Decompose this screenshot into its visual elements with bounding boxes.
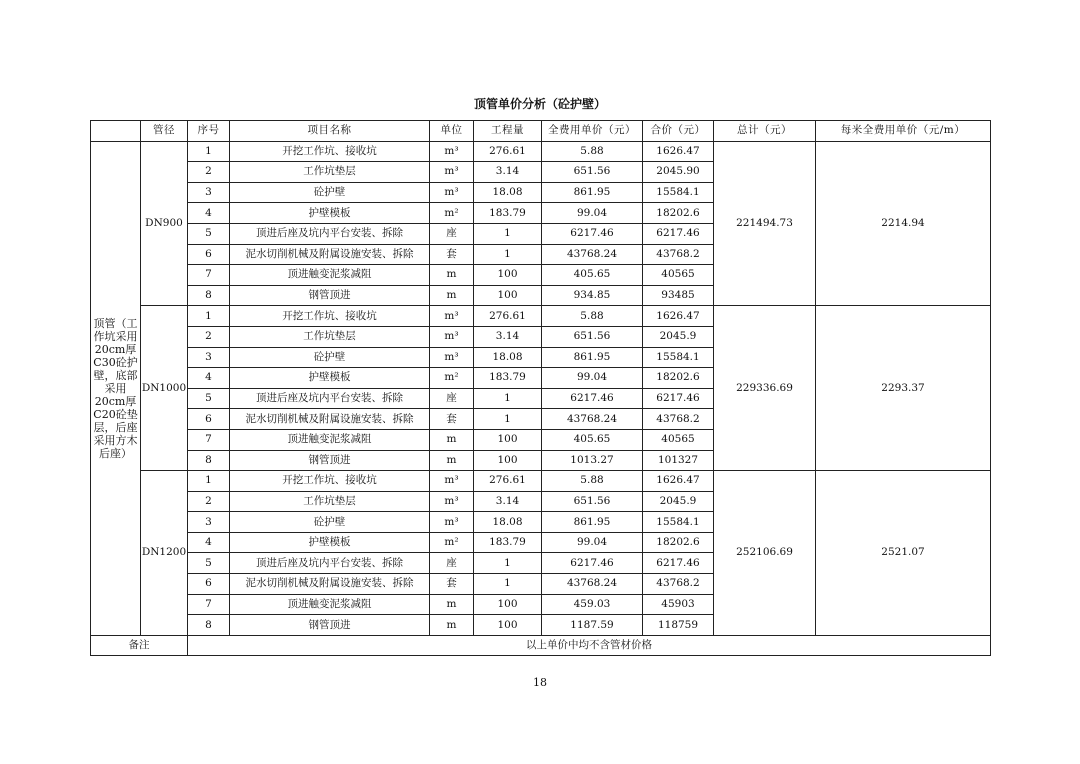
unit: m³: [430, 306, 474, 327]
subtotal: 18202.6: [643, 203, 714, 224]
header-row: [91, 121, 991, 142]
page-number: 18: [533, 676, 547, 689]
quantity: 100: [474, 285, 542, 306]
item-name: 开挖工作坑、接收坑: [230, 471, 430, 492]
unit-price: 6217.46: [542, 553, 643, 574]
per-meter-price: 2521.07: [816, 471, 991, 636]
row-number: 5: [188, 223, 230, 244]
pipe-diameter: DN1200: [141, 471, 188, 636]
item-name: 砼护壁: [230, 347, 430, 368]
unit-price: 651.56: [542, 162, 643, 183]
row-number: 3: [188, 512, 230, 533]
unit: 套: [430, 244, 474, 265]
note-row: [91, 635, 991, 655]
subtotal: 1626.47: [643, 306, 714, 327]
item-name: 顶进触变泥浆减阻: [230, 429, 430, 450]
item-name: 泥水切削机械及附属设施安装、拆除: [230, 244, 430, 265]
unit-price: 934.85: [542, 285, 643, 306]
unit-price: 651.56: [542, 326, 643, 347]
row-number: 5: [188, 553, 230, 574]
row-number: 1: [188, 306, 230, 327]
unit-price: 861.95: [542, 182, 643, 203]
unit-price: 99.04: [542, 203, 643, 224]
header-cell: 项目名称: [230, 121, 430, 142]
unit-price: 43768.24: [542, 244, 643, 265]
header-cell: 工程量: [474, 121, 542, 142]
subtotal: 2045.9: [643, 326, 714, 347]
subtotal: 15584.1: [643, 182, 714, 203]
unit: m³: [430, 471, 474, 492]
subtotal: 6217.46: [643, 223, 714, 244]
header-cell: 全费用单价（元）: [542, 121, 643, 142]
header-cell: 序号: [188, 121, 230, 142]
pipe-diameter: DN900: [141, 141, 188, 306]
unit: m²: [430, 532, 474, 553]
item-name: 顶进后座及坑内平台安装、拆除: [230, 553, 430, 574]
group-total: 221494.73: [714, 141, 816, 306]
quantity: 100: [474, 615, 542, 636]
unit: m³: [430, 141, 474, 162]
header-cell: 管径: [141, 121, 188, 142]
subtotal: 45903: [643, 594, 714, 615]
quantity: 1: [474, 223, 542, 244]
item-name: 工作坑垫层: [230, 162, 430, 183]
unit: 座: [430, 388, 474, 409]
category-label: 顶管（工作坑采用20cm厚C30砼护壁，底部采用20cm厚C20砼垫层，后座采用方木后座）: [91, 141, 141, 635]
unit-price: 5.88: [542, 306, 643, 327]
row-number: 6: [188, 244, 230, 265]
subtotal: 18202.6: [643, 368, 714, 389]
subtotal: 6217.46: [643, 553, 714, 574]
table-title: 顶管单价分析（砼护壁）: [473, 97, 606, 111]
quantity: 1: [474, 553, 542, 574]
quantity: 1: [474, 574, 542, 595]
item-name: 工作坑垫层: [230, 326, 430, 347]
subtotal: 40565: [643, 265, 714, 286]
subtotal: 43768.2: [643, 244, 714, 265]
unit-price: 99.04: [542, 368, 643, 389]
unit: m: [430, 429, 474, 450]
note-label: 备注: [91, 635, 188, 655]
subtotal: 18202.6: [643, 532, 714, 553]
item-name: 顶进后座及坑内平台安装、拆除: [230, 223, 430, 244]
row-number: 2: [188, 162, 230, 183]
header-blank: [91, 121, 141, 142]
row-number: 4: [188, 532, 230, 553]
unit-price: 5.88: [542, 471, 643, 492]
row-number: 8: [188, 450, 230, 471]
table-row: [91, 471, 991, 492]
unit-price: 99.04: [542, 532, 643, 553]
subtotal: 15584.1: [643, 347, 714, 368]
quantity: 276.61: [474, 141, 542, 162]
unit: m: [430, 265, 474, 286]
pipe-diameter: DN1000: [141, 306, 188, 471]
unit-price: 6217.46: [542, 223, 643, 244]
unit-price: 1187.59: [542, 615, 643, 636]
quantity: 18.08: [474, 182, 542, 203]
row-number: 2: [188, 491, 230, 512]
unit: m³: [430, 347, 474, 368]
group-total: 229336.69: [714, 306, 816, 471]
quantity: 1: [474, 244, 542, 265]
subtotal: 6217.46: [643, 388, 714, 409]
unit: m: [430, 285, 474, 306]
header-cell: 单位: [430, 121, 474, 142]
row-number: 1: [188, 471, 230, 492]
item-name: 顶进触变泥浆减阻: [230, 594, 430, 615]
quantity: 100: [474, 429, 542, 450]
unit-price: 861.95: [542, 512, 643, 533]
item-name: 泥水切削机械及附属设施安装、拆除: [230, 409, 430, 430]
subtotal: 43768.2: [643, 574, 714, 595]
unit: m: [430, 615, 474, 636]
subtotal: 2045.9: [643, 491, 714, 512]
row-number: 3: [188, 182, 230, 203]
unit: m³: [430, 512, 474, 533]
unit-price: 43768.24: [542, 574, 643, 595]
unit: 座: [430, 553, 474, 574]
unit: m³: [430, 491, 474, 512]
quantity: 18.08: [474, 347, 542, 368]
item-name: 顶进后座及坑内平台安装、拆除: [230, 388, 430, 409]
quantity: 183.79: [474, 532, 542, 553]
quantity: 18.08: [474, 512, 542, 533]
per-meter-price: 2293.37: [816, 306, 991, 471]
unit-price: 405.65: [542, 265, 643, 286]
unit: 套: [430, 409, 474, 430]
subtotal: 1626.47: [643, 471, 714, 492]
header-cell: 总计（元）: [714, 121, 816, 142]
item-name: 开挖工作坑、接收坑: [230, 306, 430, 327]
item-name: 钢管顶进: [230, 285, 430, 306]
quantity: 3.14: [474, 491, 542, 512]
quantity: 1: [474, 409, 542, 430]
item-name: 砼护壁: [230, 182, 430, 203]
quantity: 3.14: [474, 326, 542, 347]
unit-price: 651.56: [542, 491, 643, 512]
subtotal: 40565: [643, 429, 714, 450]
subtotal: 93485: [643, 285, 714, 306]
per-meter-price: 2214.94: [816, 141, 991, 306]
subtotal: 43768.2: [643, 409, 714, 430]
unit: m: [430, 450, 474, 471]
item-name: 钢管顶进: [230, 450, 430, 471]
subtotal: 101327: [643, 450, 714, 471]
quantity: 3.14: [474, 162, 542, 183]
row-number: 4: [188, 203, 230, 224]
unit-price: 405.65: [542, 429, 643, 450]
unit: m²: [430, 368, 474, 389]
table-row: [91, 306, 991, 327]
quantity: 183.79: [474, 368, 542, 389]
table-row: [91, 141, 991, 162]
unit-price: 6217.46: [542, 388, 643, 409]
header-cell: 合价（元）: [643, 121, 714, 142]
unit-price: 43768.24: [542, 409, 643, 430]
row-number: 1: [188, 141, 230, 162]
price-analysis-table: [90, 120, 991, 656]
subtotal: 1626.47: [643, 141, 714, 162]
item-name: 护壁模板: [230, 532, 430, 553]
row-number: 7: [188, 429, 230, 450]
unit-price: 5.88: [542, 141, 643, 162]
row-number: 2: [188, 326, 230, 347]
unit: 座: [430, 223, 474, 244]
subtotal: 2045.90: [643, 162, 714, 183]
item-name: 顶进触变泥浆减阻: [230, 265, 430, 286]
row-number: 8: [188, 285, 230, 306]
row-number: 5: [188, 388, 230, 409]
unit: 套: [430, 574, 474, 595]
subtotal: 15584.1: [643, 512, 714, 533]
row-number: 7: [188, 265, 230, 286]
note-text: 以上单价中均不含管材价格: [188, 635, 991, 655]
row-number: 3: [188, 347, 230, 368]
item-name: 护壁模板: [230, 203, 430, 224]
row-number: 7: [188, 594, 230, 615]
row-number: 4: [188, 368, 230, 389]
item-name: 护壁模板: [230, 368, 430, 389]
group-total: 252106.69: [714, 471, 816, 636]
table-body: [91, 141, 991, 635]
header-cell: 每米全费用单价（元/m）: [816, 121, 991, 142]
item-name: 砼护壁: [230, 512, 430, 533]
unit-price: 459.03: [542, 594, 643, 615]
unit: m³: [430, 162, 474, 183]
unit: m³: [430, 182, 474, 203]
unit: m³: [430, 326, 474, 347]
subtotal: 118759: [643, 615, 714, 636]
item-name: 钢管顶进: [230, 615, 430, 636]
unit: m²: [430, 203, 474, 224]
row-number: 8: [188, 615, 230, 636]
quantity: 183.79: [474, 203, 542, 224]
row-number: 6: [188, 409, 230, 430]
quantity: 100: [474, 594, 542, 615]
quantity: 100: [474, 450, 542, 471]
unit-price: 861.95: [542, 347, 643, 368]
quantity: 276.61: [474, 471, 542, 492]
quantity: 100: [474, 265, 542, 286]
quantity: 276.61: [474, 306, 542, 327]
quantity: 1: [474, 388, 542, 409]
unit-price: 1013.27: [542, 450, 643, 471]
item-name: 泥水切削机械及附属设施安装、拆除: [230, 574, 430, 595]
unit: m: [430, 594, 474, 615]
item-name: 工作坑垫层: [230, 491, 430, 512]
item-name: 开挖工作坑、接收坑: [230, 141, 430, 162]
row-number: 6: [188, 574, 230, 595]
